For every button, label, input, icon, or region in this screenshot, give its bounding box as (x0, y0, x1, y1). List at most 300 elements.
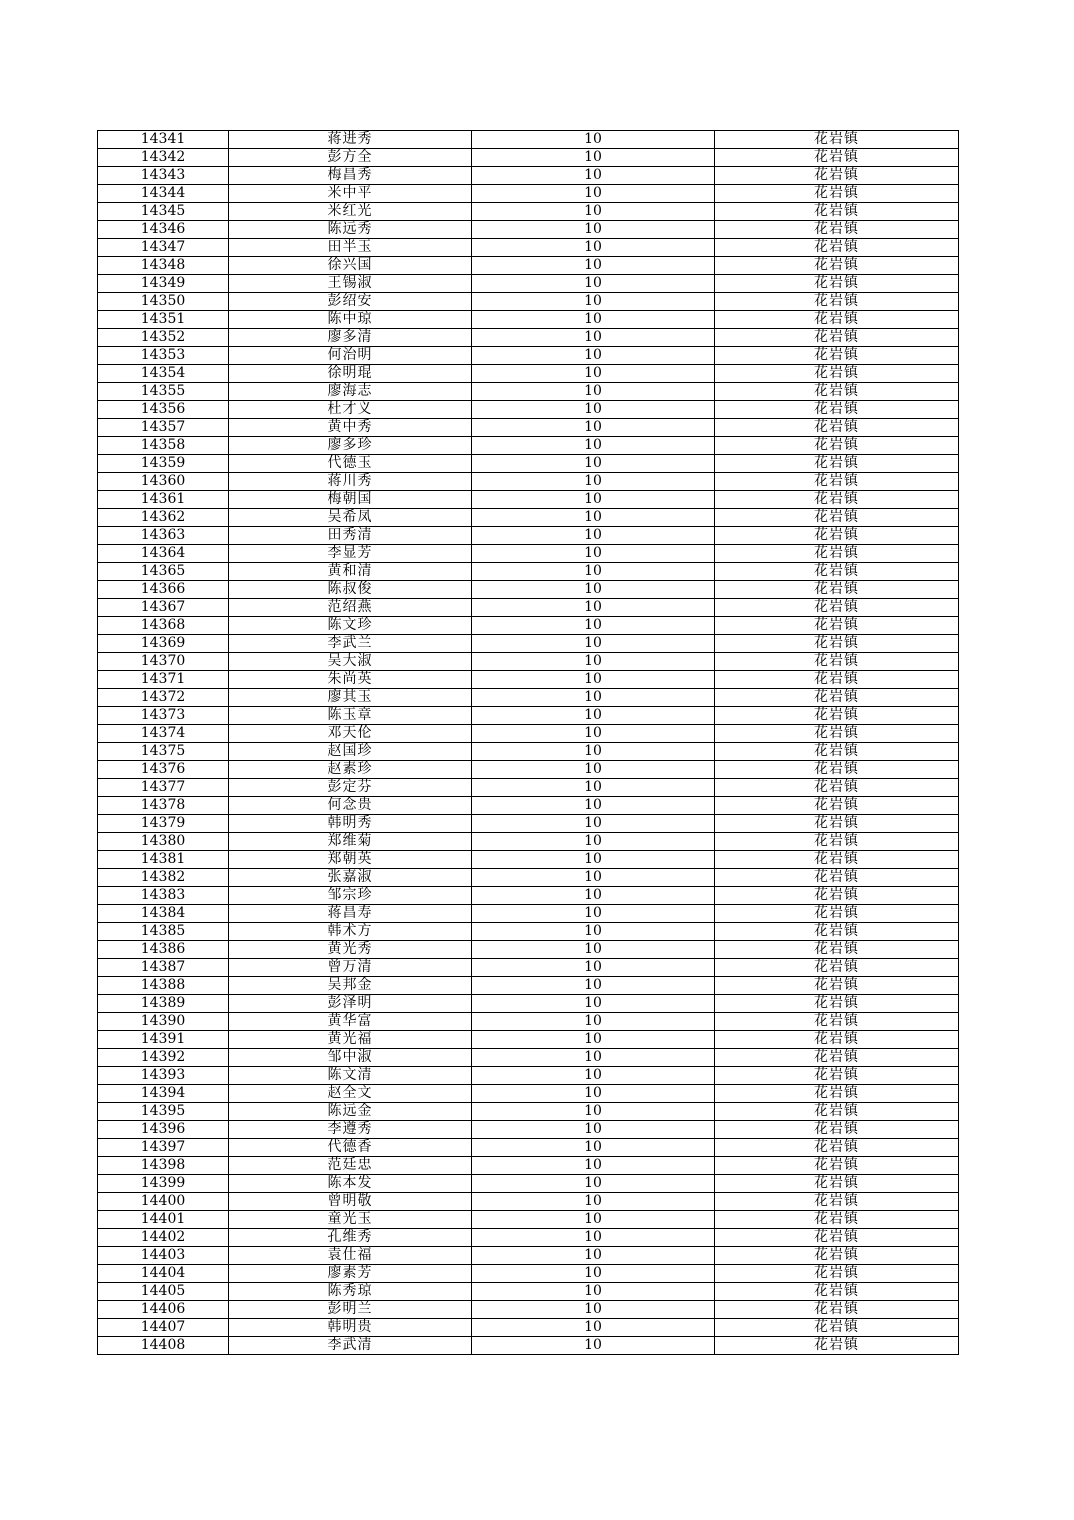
row-number-cell: 14400 (98, 1193, 229, 1211)
amount-cell: 10 (472, 1319, 715, 1337)
person-name-cell: 李遵秀 (229, 1121, 472, 1139)
row-number-cell: 14393 (98, 1067, 229, 1085)
amount-cell: 10 (472, 527, 715, 545)
row-number-cell: 14399 (98, 1175, 229, 1193)
row-number-cell: 14362 (98, 509, 229, 527)
amount-cell: 10 (472, 437, 715, 455)
row-number-cell: 14403 (98, 1247, 229, 1265)
amount-cell: 10 (472, 1139, 715, 1157)
table-row (98, 1013, 959, 1031)
town-cell: 花岩镇 (715, 653, 959, 671)
table-row (98, 725, 959, 743)
town-cell: 花岩镇 (715, 581, 959, 599)
row-number-cell: 14341 (98, 131, 229, 149)
row-number-cell: 14385 (98, 923, 229, 941)
town-cell: 花岩镇 (715, 509, 959, 527)
person-name-cell: 邹宗珍 (229, 887, 472, 905)
town-cell: 花岩镇 (715, 383, 959, 401)
table-row (98, 419, 959, 437)
person-name-cell: 韩明秀 (229, 815, 472, 833)
row-number-cell: 14355 (98, 383, 229, 401)
table-row (98, 455, 959, 473)
person-name-cell: 彭方全 (229, 149, 472, 167)
row-number-cell: 14354 (98, 365, 229, 383)
row-number-cell: 14408 (98, 1337, 229, 1355)
row-number-cell: 14376 (98, 761, 229, 779)
town-cell: 花岩镇 (715, 689, 959, 707)
row-number-cell: 14401 (98, 1211, 229, 1229)
table-row (98, 437, 959, 455)
row-number-cell: 14372 (98, 689, 229, 707)
person-name-cell: 陈玉章 (229, 707, 472, 725)
town-cell: 花岩镇 (715, 167, 959, 185)
person-name-cell: 田半玉 (229, 239, 472, 257)
table-row (98, 653, 959, 671)
table-row (98, 383, 959, 401)
person-name-cell: 李显芳 (229, 545, 472, 563)
amount-cell: 10 (472, 851, 715, 869)
town-cell: 花岩镇 (715, 1031, 959, 1049)
table-row (98, 1337, 959, 1355)
table-row (98, 545, 959, 563)
table-row (98, 563, 959, 581)
amount-cell: 10 (472, 221, 715, 239)
table-row (98, 1283, 959, 1301)
town-cell: 花岩镇 (715, 401, 959, 419)
amount-cell: 10 (472, 1265, 715, 1283)
row-number-cell: 14350 (98, 293, 229, 311)
amount-cell: 10 (472, 419, 715, 437)
table-row (98, 779, 959, 797)
person-name-cell: 米中平 (229, 185, 472, 203)
amount-cell: 10 (472, 725, 715, 743)
amount-cell: 10 (472, 473, 715, 491)
table-row (98, 1211, 959, 1229)
town-cell: 花岩镇 (715, 1157, 959, 1175)
row-number-cell: 14406 (98, 1301, 229, 1319)
row-number-cell: 14374 (98, 725, 229, 743)
row-number-cell: 14404 (98, 1265, 229, 1283)
town-cell: 花岩镇 (715, 779, 959, 797)
town-cell: 花岩镇 (715, 635, 959, 653)
table-row (98, 401, 959, 419)
town-cell: 花岩镇 (715, 275, 959, 293)
amount-cell: 10 (472, 581, 715, 599)
row-number-cell: 14388 (98, 977, 229, 995)
person-name-cell: 吴希凤 (229, 509, 472, 527)
person-name-cell: 廖海志 (229, 383, 472, 401)
row-number-cell: 14391 (98, 1031, 229, 1049)
row-number-cell: 14371 (98, 671, 229, 689)
town-cell: 花岩镇 (715, 599, 959, 617)
table-row (98, 851, 959, 869)
town-cell: 花岩镇 (715, 311, 959, 329)
table-row (98, 131, 959, 149)
table-row (98, 473, 959, 491)
amount-cell: 10 (472, 923, 715, 941)
town-cell: 花岩镇 (715, 761, 959, 779)
person-name-cell: 郑维菊 (229, 833, 472, 851)
amount-cell: 10 (472, 833, 715, 851)
table-row (98, 671, 959, 689)
row-number-cell: 14395 (98, 1103, 229, 1121)
town-cell: 花岩镇 (715, 203, 959, 221)
amount-cell: 10 (472, 779, 715, 797)
town-cell: 花岩镇 (715, 293, 959, 311)
row-number-cell: 14386 (98, 941, 229, 959)
row-number-cell: 14398 (98, 1157, 229, 1175)
row-number-cell: 14342 (98, 149, 229, 167)
town-cell: 花岩镇 (715, 707, 959, 725)
amount-cell: 10 (472, 815, 715, 833)
row-number-cell: 14365 (98, 563, 229, 581)
town-cell: 花岩镇 (715, 239, 959, 257)
row-number-cell: 14370 (98, 653, 229, 671)
person-name-cell: 陈远秀 (229, 221, 472, 239)
town-cell: 花岩镇 (715, 851, 959, 869)
town-cell: 花岩镇 (715, 1139, 959, 1157)
amount-cell: 10 (472, 887, 715, 905)
table-row (98, 833, 959, 851)
row-number-cell: 14379 (98, 815, 229, 833)
person-name-cell: 彭明兰 (229, 1301, 472, 1319)
person-name-cell: 曾明敬 (229, 1193, 472, 1211)
row-number-cell: 14364 (98, 545, 229, 563)
person-name-cell: 廖素芳 (229, 1265, 472, 1283)
row-number-cell: 14360 (98, 473, 229, 491)
town-cell: 花岩镇 (715, 1301, 959, 1319)
table-row (98, 1247, 959, 1265)
row-number-cell: 14407 (98, 1319, 229, 1337)
amount-cell: 10 (472, 599, 715, 617)
person-name-cell: 陈中琼 (229, 311, 472, 329)
town-cell: 花岩镇 (715, 455, 959, 473)
table-row (98, 1121, 959, 1139)
amount-cell: 10 (472, 941, 715, 959)
amount-cell: 10 (472, 401, 715, 419)
amount-cell: 10 (472, 347, 715, 365)
amount-cell: 10 (472, 1337, 715, 1355)
table-row (98, 1301, 959, 1319)
amount-cell: 10 (472, 455, 715, 473)
table-row (98, 311, 959, 329)
table-row (98, 185, 959, 203)
person-name-cell: 邓天伦 (229, 725, 472, 743)
person-name-cell: 李武兰 (229, 635, 472, 653)
amount-cell: 10 (472, 869, 715, 887)
town-cell: 花岩镇 (715, 473, 959, 491)
amount-cell: 10 (472, 563, 715, 581)
table-row (98, 257, 959, 275)
row-number-cell: 14380 (98, 833, 229, 851)
table-row (98, 1265, 959, 1283)
row-number-cell: 14382 (98, 869, 229, 887)
town-cell: 花岩镇 (715, 1319, 959, 1337)
row-number-cell: 14378 (98, 797, 229, 815)
person-name-cell: 梅朝国 (229, 491, 472, 509)
town-cell: 花岩镇 (715, 329, 959, 347)
table-row (98, 1157, 959, 1175)
town-cell: 花岩镇 (715, 1121, 959, 1139)
person-name-cell: 黄光秀 (229, 941, 472, 959)
table-row (98, 1229, 959, 1247)
amount-cell: 10 (472, 1067, 715, 1085)
person-name-cell: 陈远金 (229, 1103, 472, 1121)
amount-cell: 10 (472, 185, 715, 203)
table-row (98, 941, 959, 959)
amount-cell: 10 (472, 689, 715, 707)
town-cell: 花岩镇 (715, 725, 959, 743)
table-row (98, 203, 959, 221)
town-cell: 花岩镇 (715, 491, 959, 509)
person-name-cell: 陈文清 (229, 1067, 472, 1085)
amount-cell: 10 (472, 761, 715, 779)
person-name-cell: 代德香 (229, 1139, 472, 1157)
amount-cell: 10 (472, 239, 715, 257)
person-name-cell: 蒋川秀 (229, 473, 472, 491)
person-name-cell: 彭泽明 (229, 995, 472, 1013)
table-row (98, 797, 959, 815)
amount-cell: 10 (472, 509, 715, 527)
table-row (98, 581, 959, 599)
person-name-cell: 廖其玉 (229, 689, 472, 707)
town-cell: 花岩镇 (715, 923, 959, 941)
table-row (98, 905, 959, 923)
person-name-cell: 黄和清 (229, 563, 472, 581)
person-name-cell: 郑朝英 (229, 851, 472, 869)
table-row (98, 1175, 959, 1193)
table-row (98, 815, 959, 833)
amount-cell: 10 (472, 329, 715, 347)
row-number-cell: 14373 (98, 707, 229, 725)
table-row (98, 887, 959, 905)
person-name-cell: 吴邦金 (229, 977, 472, 995)
table-row (98, 167, 959, 185)
row-number-cell: 14389 (98, 995, 229, 1013)
person-name-cell: 赵全文 (229, 1085, 472, 1103)
row-number-cell: 14390 (98, 1013, 229, 1031)
row-number-cell: 14357 (98, 419, 229, 437)
person-name-cell: 邹中淑 (229, 1049, 472, 1067)
row-number-cell: 14344 (98, 185, 229, 203)
town-cell: 花岩镇 (715, 545, 959, 563)
amount-cell: 10 (472, 1121, 715, 1139)
amount-cell: 10 (472, 1229, 715, 1247)
table-row (98, 689, 959, 707)
row-number-cell: 14353 (98, 347, 229, 365)
amount-cell: 10 (472, 1193, 715, 1211)
town-cell: 花岩镇 (715, 1265, 959, 1283)
amount-cell: 10 (472, 383, 715, 401)
row-number-cell: 14356 (98, 401, 229, 419)
table-row (98, 239, 959, 257)
town-cell: 花岩镇 (715, 1067, 959, 1085)
person-name-cell: 童光玉 (229, 1211, 472, 1229)
row-number-cell: 14405 (98, 1283, 229, 1301)
table-row (98, 995, 959, 1013)
town-cell: 花岩镇 (715, 905, 959, 923)
amount-cell: 10 (472, 257, 715, 275)
person-name-cell: 范廷忠 (229, 1157, 472, 1175)
person-name-cell: 廖多清 (229, 329, 472, 347)
town-cell: 花岩镇 (715, 527, 959, 545)
town-cell: 花岩镇 (715, 887, 959, 905)
town-cell: 花岩镇 (715, 365, 959, 383)
town-cell: 花岩镇 (715, 257, 959, 275)
person-name-cell: 蒋昌寿 (229, 905, 472, 923)
person-name-cell: 何念贵 (229, 797, 472, 815)
person-name-cell: 廖多珍 (229, 437, 472, 455)
table-row (98, 293, 959, 311)
person-name-cell: 彭定芬 (229, 779, 472, 797)
row-number-cell: 14352 (98, 329, 229, 347)
row-number-cell: 14402 (98, 1229, 229, 1247)
row-number-cell: 14359 (98, 455, 229, 473)
row-number-cell: 14351 (98, 311, 229, 329)
amount-cell: 10 (472, 671, 715, 689)
row-number-cell: 14349 (98, 275, 229, 293)
row-number-cell: 14348 (98, 257, 229, 275)
row-number-cell: 14347 (98, 239, 229, 257)
amount-cell: 10 (472, 491, 715, 509)
town-cell: 花岩镇 (715, 1103, 959, 1121)
person-name-cell: 黄中秀 (229, 419, 472, 437)
row-number-cell: 14397 (98, 1139, 229, 1157)
amount-cell: 10 (472, 1175, 715, 1193)
roster-table (97, 130, 959, 1355)
town-cell: 花岩镇 (715, 563, 959, 581)
table-row (98, 635, 959, 653)
table-row (98, 707, 959, 725)
table-row (98, 275, 959, 293)
amount-cell: 10 (472, 1085, 715, 1103)
amount-cell: 10 (472, 1301, 715, 1319)
row-number-cell: 14366 (98, 581, 229, 599)
amount-cell: 10 (472, 635, 715, 653)
row-number-cell: 14392 (98, 1049, 229, 1067)
person-name-cell: 梅昌秀 (229, 167, 472, 185)
row-number-cell: 14358 (98, 437, 229, 455)
person-name-cell: 代德玉 (229, 455, 472, 473)
table-row (98, 617, 959, 635)
person-name-cell: 朱尚英 (229, 671, 472, 689)
row-number-cell: 14387 (98, 959, 229, 977)
town-cell: 花岩镇 (715, 1085, 959, 1103)
person-name-cell: 彭绍安 (229, 293, 472, 311)
town-cell: 花岩镇 (715, 1211, 959, 1229)
town-cell: 花岩镇 (715, 1013, 959, 1031)
town-cell: 花岩镇 (715, 185, 959, 203)
row-number-cell: 14368 (98, 617, 229, 635)
amount-cell: 10 (472, 797, 715, 815)
row-number-cell: 14384 (98, 905, 229, 923)
table-row (98, 743, 959, 761)
row-number-cell: 14377 (98, 779, 229, 797)
town-cell: 花岩镇 (715, 1337, 959, 1355)
town-cell: 花岩镇 (715, 833, 959, 851)
person-name-cell: 黄华富 (229, 1013, 472, 1031)
person-name-cell: 袁仕福 (229, 1247, 472, 1265)
town-cell: 花岩镇 (715, 221, 959, 239)
amount-cell: 10 (472, 977, 715, 995)
town-cell: 花岩镇 (715, 1283, 959, 1301)
table-row (98, 491, 959, 509)
town-cell: 花岩镇 (715, 1175, 959, 1193)
row-number-cell: 14396 (98, 1121, 229, 1139)
amount-cell: 10 (472, 293, 715, 311)
table-row (98, 1049, 959, 1067)
person-name-cell: 陈本发 (229, 1175, 472, 1193)
table-row (98, 599, 959, 617)
town-cell: 花岩镇 (715, 347, 959, 365)
roster-table-body (98, 131, 959, 1355)
person-name-cell: 陈文珍 (229, 617, 472, 635)
amount-cell: 10 (472, 131, 715, 149)
person-name-cell: 蒋进秀 (229, 131, 472, 149)
town-cell: 花岩镇 (715, 959, 959, 977)
town-cell: 花岩镇 (715, 995, 959, 1013)
person-name-cell: 赵素珍 (229, 761, 472, 779)
amount-cell: 10 (472, 1031, 715, 1049)
town-cell: 花岩镇 (715, 743, 959, 761)
town-cell: 花岩镇 (715, 149, 959, 167)
town-cell: 花岩镇 (715, 671, 959, 689)
row-number-cell: 14383 (98, 887, 229, 905)
amount-cell: 10 (472, 311, 715, 329)
row-number-cell: 14343 (98, 167, 229, 185)
amount-cell: 10 (472, 365, 715, 383)
row-number-cell: 14363 (98, 527, 229, 545)
table-row (98, 1193, 959, 1211)
town-cell: 花岩镇 (715, 617, 959, 635)
table-row (98, 527, 959, 545)
amount-cell: 10 (472, 653, 715, 671)
table-row (98, 1139, 959, 1157)
table-row (98, 1103, 959, 1121)
table-row (98, 347, 959, 365)
person-name-cell: 赵国珍 (229, 743, 472, 761)
person-name-cell: 杜才义 (229, 401, 472, 419)
town-cell: 花岩镇 (715, 1193, 959, 1211)
amount-cell: 10 (472, 959, 715, 977)
table-row (98, 869, 959, 887)
amount-cell: 10 (472, 1049, 715, 1067)
row-number-cell: 14394 (98, 1085, 229, 1103)
town-cell: 花岩镇 (715, 869, 959, 887)
amount-cell: 10 (472, 1211, 715, 1229)
table-row (98, 761, 959, 779)
row-number-cell: 14369 (98, 635, 229, 653)
amount-cell: 10 (472, 1247, 715, 1265)
town-cell: 花岩镇 (715, 1049, 959, 1067)
person-name-cell: 黄光福 (229, 1031, 472, 1049)
table-row (98, 149, 959, 167)
amount-cell: 10 (472, 203, 715, 221)
amount-cell: 10 (472, 905, 715, 923)
amount-cell: 10 (472, 1283, 715, 1301)
table-row (98, 977, 959, 995)
amount-cell: 10 (472, 995, 715, 1013)
table-row (98, 1031, 959, 1049)
person-name-cell: 吴大淑 (229, 653, 472, 671)
town-cell: 花岩镇 (715, 1247, 959, 1265)
amount-cell: 10 (472, 167, 715, 185)
table-row (98, 1319, 959, 1337)
town-cell: 花岩镇 (715, 977, 959, 995)
person-name-cell: 陈叔俊 (229, 581, 472, 599)
table-row (98, 1067, 959, 1085)
person-name-cell: 孔维秀 (229, 1229, 472, 1247)
